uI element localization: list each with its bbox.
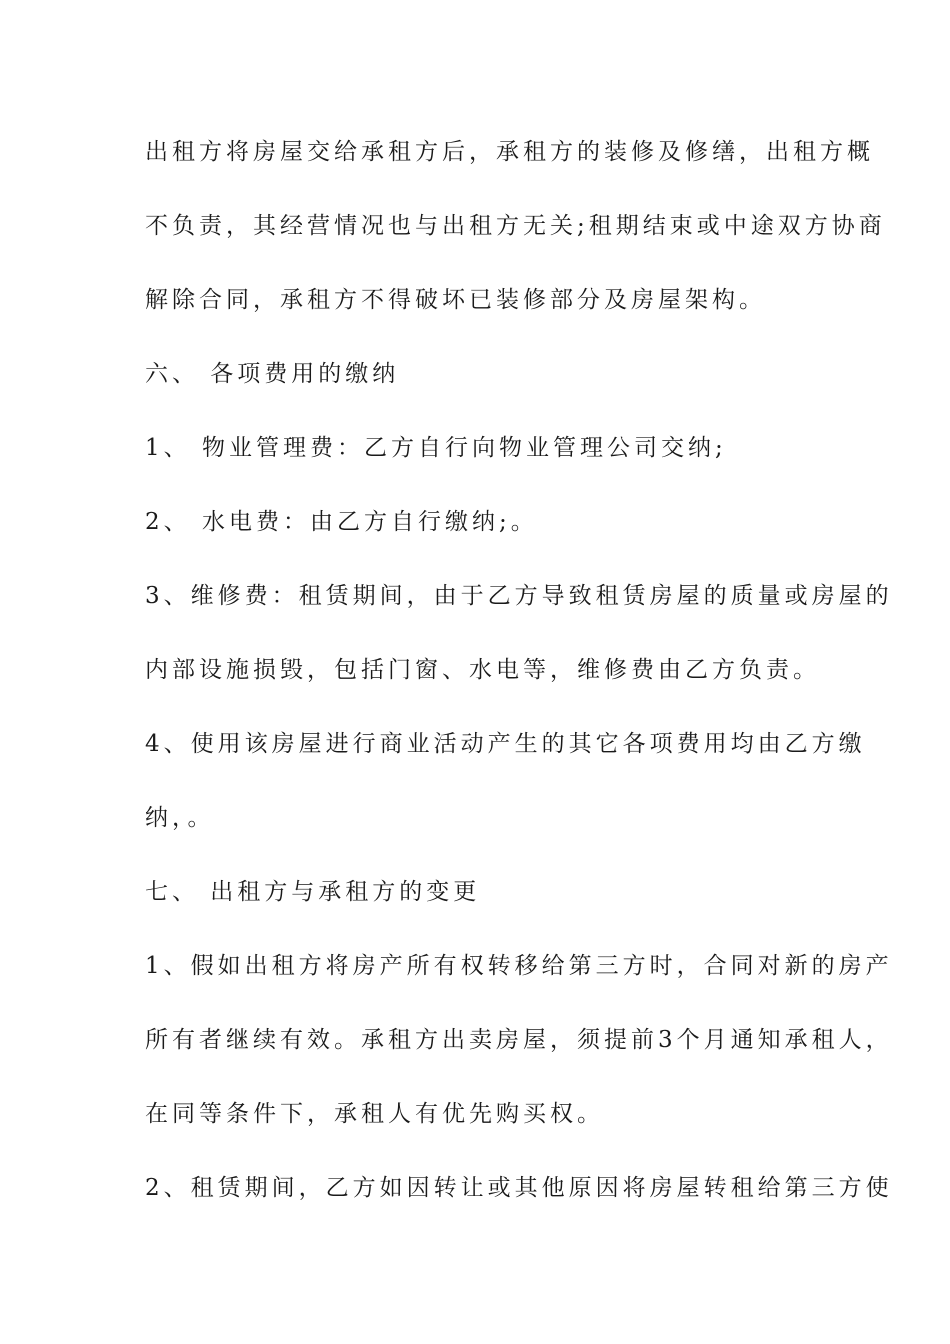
list-item: 3、维修费：租赁期间，由于乙方导致租赁房屋的质量或房屋的	[145, 583, 893, 609]
text-line: 不负责，其经营情况也与出租方无关;租期结束或中途双方协商	[145, 213, 886, 239]
list-item: 4、使用该房屋进行商业活动产生的其它各项费用均由乙方缴	[145, 731, 866, 757]
list-item: 1、假如出租方将房产所有权转移给第三方时，合同对新的房产	[145, 953, 893, 979]
list-item: 2、 水电费：由乙方自行缴纳;。	[145, 509, 538, 535]
text-line: 所有者继续有效。承租方出卖房屋，须提前3个月通知承租人，	[145, 1027, 893, 1053]
section-heading: 七、 出租方与承租方的变更	[145, 879, 481, 905]
text-line: 解除合同，承租方不得破坏已装修部分及房屋架构。	[145, 287, 766, 313]
text-line: 出租方将房屋交给承租方后，承租方的装修及修缮，出租方概	[145, 139, 874, 165]
text-line: 纳，。	[145, 805, 215, 831]
text-line: 内部设施损毁，包括门窗、水电等，维修费由乙方负责。	[145, 657, 820, 683]
list-item: 2、租赁期间，乙方如因转让或其他原因将房屋转租给第三方使	[145, 1175, 893, 1201]
text-line: 在同等条件下，承租人有优先购买权。	[145, 1101, 604, 1127]
list-item: 1、 物业管理费：乙方自行向物业管理公司交纳;	[145, 435, 727, 461]
section-heading: 六、 各项费用的缴纳	[145, 361, 400, 387]
